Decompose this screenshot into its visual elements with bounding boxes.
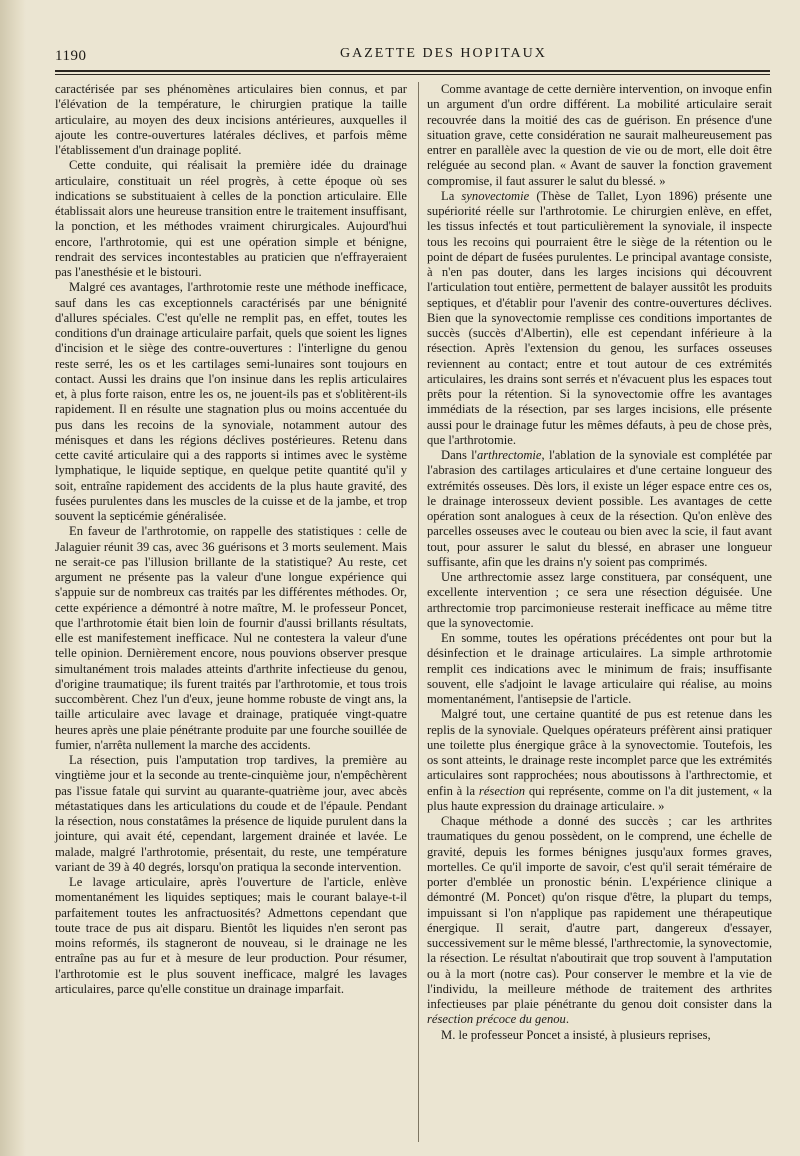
binding-shadow [0,0,26,1156]
text-run: (Thèse de Tallet, Lyon 1896) présente une supériorité réelle sur l'arthrotomie. Le chirurgien enlève, en effet, les tissus infectés et tout particulièrement la synoviale, il inspecte tous les recoins qui pourraient être le siège de la rétention ou le point de départ de fusées purulentes. Le principal avantage consiste, à n'en pas douter, dans les larges incisions qui découvrent l'articulation tout entière, permettent de balayer aussitôt les produits septiques, et d'établir pour l'avenir des contre-ouvertures déclives. Bien que la synovectomie remplisse ces conditions importantes de succès (succès d'Albertin), elle est cependant inférieure à la résection. Après l'extension du genou, les surfaces osseuses reviennent au contact; entre et tout autour de ces extrémités articulaires, les drains sont serrés et n'évacuent plus les espaces tout prêts pour la rétention. Si la synovectomie offre les avantages immédiats de la résection, par ses larges incisions, elle présente aussi pour le drainage futur les mêmes défauts, à peu de chose près, que l'arthrotomie. [427,188,772,447]
paragraph: En faveur de l'arthrotomie, on rappelle des statistiques : celle de Jalaguier réunit 39 cas, avec 36 guérisons et 3 morts seulement. Mais ne serait-ce pas l'illusion brillante de la statistique? Au reste, cet argument ne présente pas la valeur d'une longue expérience qui s'appuie sur de nombreux cas traités par les différentes méthodes. Or, cette expérience a démontré à notre maître, M. le professeur Poncet, que l'arthrotomie était bien loin de fournir d'aussi brillants résultats, elle est manifestement inefficace. Nul ne contestera la valeur d'une telle opinion. Dernièrement encore, nous pouvions observer presque simultanément trois malades atteints d'arthrite infectieuse du genou, d'origine traumatique; ils furent traités par l'arthrotomie, et tous trois succombèrent. Chez l'un d'eux, jeune homme robuste de vingt ans, la taille articulaire avec lavage et drainage, pratiquée vingt-quatre heures après une plaie pénétrante produite par une fourche souillée de fumier, n'arrêta nullement la marche des accidents. [55,524,407,752]
header-rule-thick [55,70,770,72]
column-separator [418,82,419,1142]
paragraph: Comme avantage de cette dernière intervention, on invoque enfin un argument d'un ordre différent. La mobilité articulaire serait recouvrée dans la moitié des cas de guérison. En présence d'une situation grave, cette considération ne saurait malheureusement pas entrer en parallèle avec la question de vie ou de mort, elle doit être reléguée au second plan. « Avant de sauver la fonction gravement compromise, il faut assurer le salut du blessé. » [427,82,772,188]
text-run: Chaque méthode a donné des succès ; car les arthrites traumatiques du genou possèdent, on le comprend, une échelle de gravité, depuis les formes bénignes jusqu'aux formes graves, mortelles. Ce qu'il importe de savoir, c'est qu'il serait téméraire de porter d'emblée un pronostic bénin. L'expérience clinique a démontré (M. Poncet) qu'on risque d'être, la plupart du temps, impuissant si l'on n'applique pas rapidement une thérapeutique énergique. Il serait, d'autre part, dangereux d'essayer, successivement sur le même blessé, l'arthrectomie, la synovectomie, la résection. Le résultat n'aboutirait que trop souvent à l'amputation ou à la mort (notre cas). Pour conserver le membre et la vie de l'individu, la meilleure méthode de traitement des arthrites infectieuses par plaie pénétrante du genou doit consister dans la [427,814,772,1011]
text-run: Dans l' [441,448,477,462]
italic-term: résection précoce du genou [427,1012,566,1027]
paragraph: Le lavage articulaire, après l'ouverture de l'article, enlève momentanément les liquides septiques; mais le courant balaye-t-il parfaitement toutes les anfractuosités? Admettons cependant que toute trace de pus ait disparu. Bientôt les liquides n'en seront pas moins reformés, ils stagneront de nouveau, si le drainage ne les entraîne pas au fur et à mesure de leur production. Pour résumer, l'arthrotomie est le plus souvent inefficace, malgré les lavages articulaires, parce qu'elle constitue un drainage imparfait. [55,875,407,996]
paragraph [427,448,772,570]
text-run: . [565,1012,569,1027]
left-column [55,82,407,997]
right-column [427,82,772,1043]
paragraph: M. le professeur Poncet a insisté, à plusieurs reprises, [441,1027,711,1042]
header-rule-thin [55,74,770,75]
paragraph: Une arthrectomie assez large constituera, par conséquent, une excellente intervention ; ce sera une résection déguisée. Une arthrectomie trop parcimonieuse resterait inefficace au même titre que la synovectomie. [427,570,772,630]
text-run: qui représente, comme on l'a dit justement, « la plus haute expression du drainage articulaire. » [427,783,772,813]
paragraph [427,189,772,448]
journal-title: GAZETTE DES HOPITAUX [340,46,547,61]
paragraph: caractérisée par ses phénomènes articulaires bien connus, et par l'élévation de la température, le chirurgien pratique la taille articulaire, au moyen des deux incisions antérieures, auxquelles il ajoute les contre-ouvertures latérales déclives, et parfois même l'établissement d'un drainage poplité. [55,82,407,157]
paragraph [427,707,772,814]
paragraph [427,814,772,1028]
paragraph: Cette conduite, qui réalisait la première idée du drainage articulaire, constituait un réel progrès, à cette époque où ses indications se substituaient à celles de la ponction articulaire. Elle établissait alors une heureuse transition entre le traitement insuffisant, la ponction, et les méthodes vraiment chirurgicales. Aujourd'hui encore, l'arthrotomie, qui est une opération simple et bénigne, rendrait des services incontestables au praticien que n'effrayeraient pas l'anesthésie et le bistouri. [55,158,407,279]
text-run: La [441,188,462,203]
italic-term: synovectomie [461,188,530,203]
text-run: Malgré tout, une certaine quantité de pus est retenue dans les replis de la synoviale. Quelques opérateurs préfèrent ainsi pratiquer une toilette plus énergique grâce à la synovectomie. Toutefois, les os sont atteints, le drainage reste incomplet parce que les extrémités articulaires sont rapprochées; nous aboutissons à l'arthrectomie, et enfin à la [427,707,772,798]
page-header [55,44,770,66]
paragraph: La résection, puis l'amputation trop tardives, la première au vingtième jour et la seconde au trente-cinquième jour, n'empêchèrent pas l'issue fatale qui survint au quarante-quatrième jour, avec abcès métastatiques dans les articulations du coude et de l'épaule. Pendant la résection, nous constatâmes la présence de liquide purulent dans la jointure, qui avait été, cependant, largement drainée et lavée. Le malade, malgré l'arthrotomie, présentait, du reste, une température variant de 39 à 40 degrés, lorsqu'on pratiqua la seconde intervention. [55,753,407,874]
paragraph: En somme, toutes les opérations précédentes ont pour but la désinfection et le drainage articulaires. La simple arthrotomie remplit ces indications avec le minimum de frais; insuffisante souvent, elle s'adjoint le lavage articulaire qui réalise, au moins momentanément, l'antisepsie de l'article. [427,631,772,706]
paragraph: Malgré ces avantages, l'arthrotomie reste une méthode inefficace, sauf dans les cas exceptionnels caractérisés par une bénignité d'allures spéciales. C'est qu'elle ne remplit pas, en effet, toutes les conditions d'un drainage articulaire parfait, quels que soient les lignes d'incision et le siège des contre-ouvertures : l'interligne du genou reste serré, les os et les cartilages semi-lunaires sont toujours en contact. Aussi les drains que l'on insinue dans les replis articulaires et, à plus forte raison, entre les os, ne jouent-ils pas et s'oblitèrent-ils rapidement. Il en résulte une stagnation plus ou moins accentuée du pus dans les recoins de la synoviale, notamment autour des ménisques et dans les régions déclives postérieures. Retenu dans cette cavité articulaire qui a des rapports si intimes avec le système lymphatique, le liquide septique, en quelque petite quantité qu'il y soit, entraîne rapidement des accidents de la plus haute gravité, des fusées purulentes dans les muscles de la cuisse et de la jambe, et trop souvent la septicémie généralisée. [55,280,407,523]
italic-term: arthrectomie [476,448,542,462]
italic-term: résection [478,783,526,798]
text-run: , l'ablation de la synoviale est complétée par l'abrasion des cartilages articulaires et d'une certaine longueur des extrémités osseuses. Dès lors, il existe un léger espace entre ces os, le drainage interosseux devient possible. Les avantages de cette opération sont analogues à ceux de la résection. Qu'on enlève des parcelles osseuses avec le couteau ou bien avec la scie, il faut avant tout, pour assurer le salut du blessé, en abraser une longueur suffisante, afin que les drains n'y soient pas comprimés. [427,448,772,569]
page-number: 1190 [55,48,87,64]
